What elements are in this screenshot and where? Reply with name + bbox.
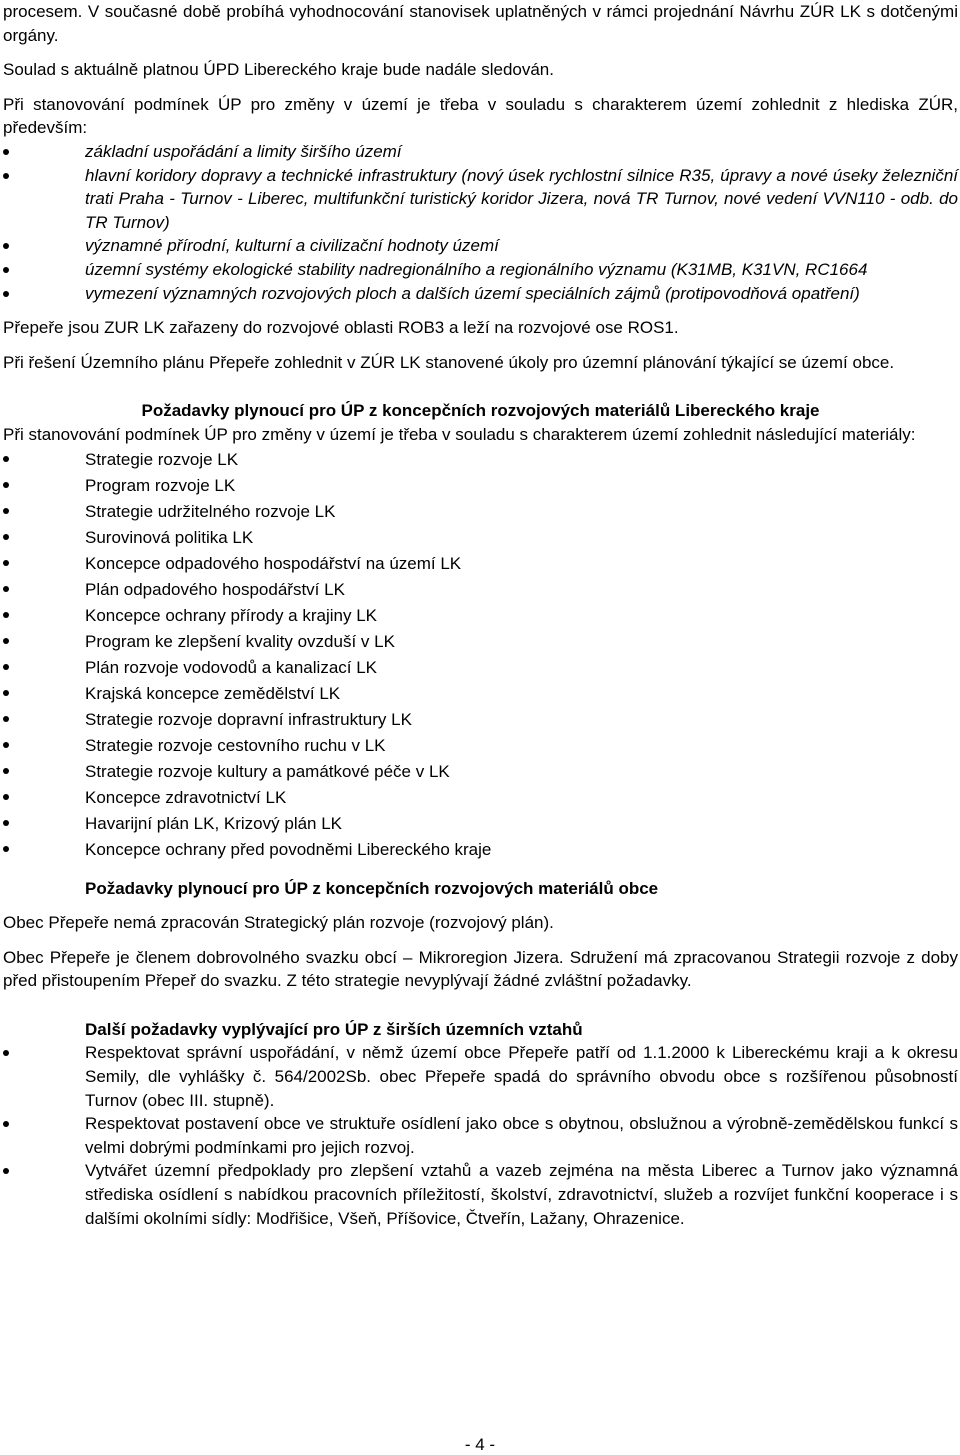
list-item: Havarijní plán LK, Krizový plán LK	[3, 811, 958, 837]
paragraph-zur-status: procesem. V současné době probíhá vyhodnocování stanovisek uplatněných v rámci projednání Návrhu ZÚR LK s dotčenými orgány.	[3, 2, 958, 45]
list-item: Koncepce zdravotnictví LK	[3, 785, 958, 811]
bullet-icon	[3, 1121, 9, 1127]
page-number: - 4 -	[464, 1435, 496, 1454]
bullet-icon	[3, 149, 9, 155]
bullet-icon	[3, 664, 9, 670]
list-item: Strategie rozvoje kultury a památkové péče v LK	[3, 759, 958, 785]
list-item: Surovinová politika LK	[3, 525, 958, 551]
document-page	[3, 0, 958, 1230]
bullet-icon	[3, 173, 9, 179]
bullet-icon	[3, 638, 9, 644]
bullet-icon	[3, 267, 9, 273]
list-item: Program ke zlepšení kvality ovzduší v LK	[3, 629, 958, 655]
list-item: Strategie rozvoje LK	[3, 447, 958, 473]
section-heading-kraj: Požadavky plynoucí pro ÚP z koncepčních rozvojových materiálů Libereckého kraje	[141, 401, 820, 421]
list-item: Respektovat postavení obce ve struktuře osídlení jako obce s obytnou, obslužnou a výrobně-zemědělskou funkcí s velmi dobrými podmínkami pro jejich rozvoj.	[3, 1112, 958, 1159]
bullet-icon	[3, 243, 9, 249]
bullet-icon	[3, 560, 9, 566]
bullet-icon	[3, 612, 9, 618]
bullet-icon	[3, 534, 9, 540]
list-item: územní systémy ekologické stability nadregionálního a regionálního významu (K31MB, K31VN, RC1664	[3, 258, 958, 282]
bullet-icon	[3, 1168, 9, 1174]
section-heading-vztahy: Další požadavky vyplývající pro ÚP z širších územních vztahů	[85, 1019, 583, 1039]
section-heading-obec: Požadavky plynoucí pro ÚP z koncepčních rozvojových materiálů obce	[85, 878, 659, 898]
list-item: Koncepce ochrany přírody a krajiny LK	[3, 603, 958, 629]
bullet-icon	[3, 716, 9, 722]
bullet-icon	[3, 768, 9, 774]
list-item: Plán odpadového hospodářství LK	[3, 577, 958, 603]
bullet-icon	[3, 291, 9, 297]
list-item: Strategie rozvoje dopravní infrastruktury LK	[3, 707, 958, 733]
bullet-icon	[3, 690, 9, 696]
zur-requirements-list	[3, 140, 958, 305]
bullet-icon	[3, 846, 9, 852]
bullet-icon	[3, 586, 9, 592]
list-item: Strategie rozvoje cestovního ruchu v LK	[3, 733, 958, 759]
list-item: základní uspořádání a limity širšího území	[3, 140, 958, 164]
list-item: Koncepce ochrany před povodněmi Libereckého kraje	[3, 837, 958, 863]
paragraph-rob3: Přepeře jsou ZUR LK zařazeny do rozvojové oblasti ROB3 a leží na rozvojové ose ROS1.	[3, 318, 679, 338]
paragraph-obec-mikroregion: Obec Přepeře je členem dobrovolného svazku obcí – Mikroregion Jizera. Sdružení má zpracovanou Strategii rozvoje z doby před přistoupením Přepeř do svazku. Z této strategie nevyplývají žádné zvláštní požadavky.	[3, 947, 958, 991]
vztahy-requirements-list	[3, 1041, 958, 1230]
bullet-icon	[3, 794, 9, 800]
list-item: Program rozvoje LK	[3, 473, 958, 499]
list-item: vymezení významných rozvojových ploch a dalších území speciálních zájmů (protipovodňová opatření)	[3, 282, 958, 306]
paragraph-upd-compliance: Soulad s aktuálně platnou ÚPD Libereckého kraje bude nadále sledován.	[3, 60, 554, 80]
list-item: hlavní koridory dopravy a technické infrastruktury (nový úsek rychlostní silnice R35, úpravy a nové úseky železniční trati Praha - Turnov - Liberec, multifunkční turistický koridor Jizera, nová TR Turnov, nové vedení VVN110 - odb. do TR Turnov)	[3, 164, 958, 235]
list-item: Vytvářet územní předpoklady pro zlepšení vztahů a vazeb zejména na města Liberec a Turnov jako významná střediska osídlení s nabídkou pracovních příležitostí, školství, zdravotnictví, služeb a rozvíjet funkční kooperace i s dalšími okolními sídly: Modřišice, Všeň, Příšovice, Čtveřín, Lažany, Ohrazenice.	[3, 1159, 958, 1230]
paragraph-zur-tasks: Při řešení Územního plánu Přepeře zohlednit v ZÚR LK stanovené úkoly pro územní plánování týkající se území obce.	[3, 352, 895, 372]
bullet-icon	[3, 1050, 9, 1056]
list-item: Strategie udržitelného rozvoje LK	[3, 499, 958, 525]
paragraph-obec-strategy: Obec Přepeře nemá zpracován Strategický plán rozvoje (rozvojový plán).	[3, 913, 554, 933]
kraj-materials-list	[3, 447, 958, 863]
bullet-icon	[3, 482, 9, 488]
list-item: významné přírodní, kulturní a civilizační hodnoty území	[3, 234, 958, 258]
list-item: Koncepce odpadového hospodářství na území LK	[3, 551, 958, 577]
bullet-icon	[3, 742, 9, 748]
paragraph-kraj-intro: Při stanovování podmínek ÚP pro změny v území je třeba v souladu s charakterem území zohlednit následující materiály:	[3, 424, 916, 444]
bullet-icon	[3, 820, 9, 826]
bullet-icon	[3, 456, 9, 462]
paragraph-zur-intro: Při stanovování podmínek ÚP pro změny v území je třeba v souladu s charakterem území zohlednit z hlediska ZÚR, především:	[3, 94, 958, 138]
list-item: Krajská koncepce zemědělství LK	[3, 681, 958, 707]
bullet-icon	[3, 508, 9, 514]
list-item: Plán rozvoje vodovodů a kanalizací LK	[3, 655, 958, 681]
list-item: Respektovat správní uspořádání, v němž území obce Přepeře patří od 1.1.2000 k Libereckému kraji a k okresu Semily, dle vyhlášky č. 564/2002Sb. obec Přepeře spadá do správního obvodu obce s rozšířenou působností Turnov (obec III. stupně).	[3, 1041, 958, 1112]
